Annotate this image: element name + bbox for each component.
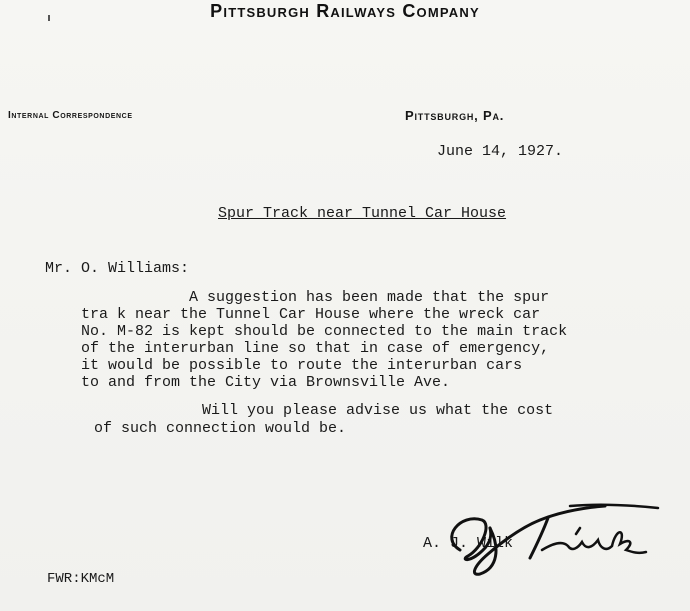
- company-letterhead: Pittsburgh Railways Company: [210, 1, 480, 21]
- letter-subject: Spur Track near Tunnel Car House: [218, 205, 507, 222]
- reference-initials: FWR:KMcM: [47, 571, 115, 587]
- paragraph-1-line: A suggestion has been made that the spur: [81, 289, 550, 306]
- handwritten-signature: [430, 498, 680, 578]
- letterhead-location: Pittsburgh, Pa.: [405, 108, 505, 123]
- paragraph-1-line: tra k near the Tunnel Car House where the wreck car: [81, 306, 541, 323]
- paragraph-1-line: it would be possible to route the interurban cars: [81, 357, 523, 374]
- salutation: Mr. O. Williams:: [45, 260, 190, 277]
- paragraph-2-line: of such connection would be.: [94, 420, 347, 437]
- paragraph-1-line: to and from the City via Brownsville Ave.: [81, 374, 451, 391]
- paragraph-1-line: of the interurban line so that in case of emergency,: [81, 340, 550, 357]
- letter-date: June 14, 1927.: [437, 143, 564, 160]
- internal-correspondence-label: Internal Correspondence: [8, 110, 133, 121]
- paragraph-1-line: No. M-82 is kept should be connected to the main track: [81, 323, 568, 340]
- paragraph-2-line: Will you please advise us what the cost: [94, 402, 554, 419]
- typed-signature: A. J. Wilk: [423, 535, 514, 552]
